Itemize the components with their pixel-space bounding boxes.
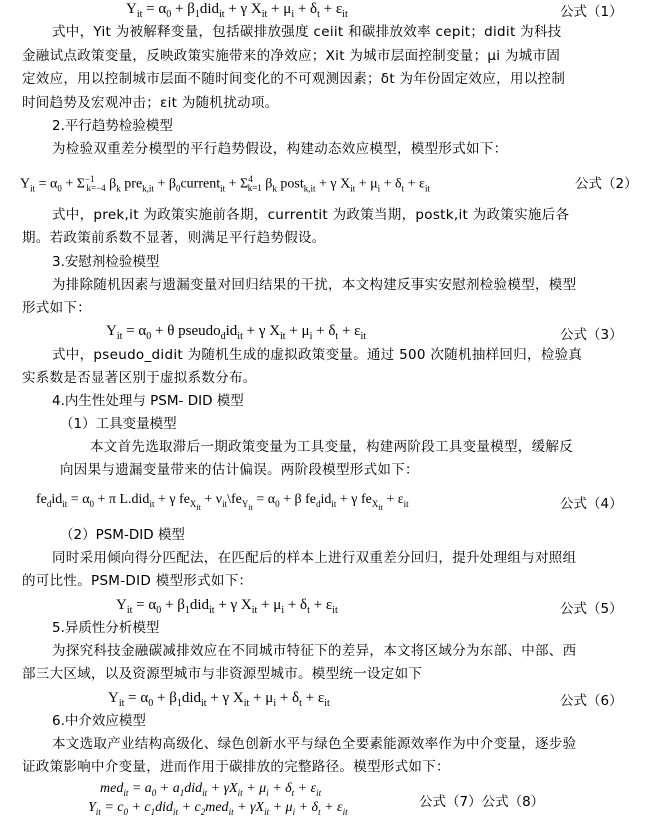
subsection-heading-4a: （1）工具变量模型	[60, 416, 177, 432]
section-heading-6: 6.中介效应模型	[52, 713, 146, 729]
equation-6-label: 公式（6）	[560, 693, 623, 709]
equation-2: $Y_{it} = \alpha_0 + \Sigma^{-1}_{k=-4}$ $\beta_k$ $pre_{k,it} + \beta_0current_{it} + \Sigma^4_{k=1}$ $\beta_k$ post$_{k,it}$ + γ $X_{it} + \mu_i + \delta_t + \varepsilon_{it}$	[20, 174, 430, 194]
paragraph-1-line-2: 金融试点政策变量，反映政策实施带来的净效应；Xit 为城市层面控制变量；μi 为城市固	[22, 48, 561, 64]
paragraph-2: 为检验双重差分模型的平行趋势假设，构建动态效应模型，模型形式如下：	[52, 141, 508, 157]
paragraph-3-line-1: 式中，prek,it 为政策实施前各期，currentit 为政策当期，postk,it 为政策实施后各	[52, 207, 570, 223]
equation-6: $Y_{it} = \alpha_0 + \beta_1did_{it} + \gamma$ $X_{it} + \mu_i + \delta_t + \varepsilon_{it}$	[108, 690, 330, 709]
paragraph-8-line-1: 为探究科技金融碳减排效应在不同城市特征下的差异，本文将区域分为东部、中部、西	[52, 643, 577, 659]
subsection-heading-4b: （2）PSM-DID 模型	[60, 527, 185, 543]
equation-1: $Y_{it} = \alpha_0 + \beta_1did_{it} + \gamma$ $X_{it} + \mu_i + \delta_t + \varepsilon_{it}$	[126, 1, 348, 20]
equation-7-8-label: 公式（7）公式（8）	[419, 794, 545, 810]
paragraph-7-line-1: 同时采用倾向得分匹配法，在匹配后的样本上进行双重差分回归，提升处理组与对照组	[52, 550, 577, 566]
paragraph-4-line-1: 为排除随机因素与遗漏变量对回归结果的干扰，本文构建反事实安慰剂检验模型，模型	[52, 277, 577, 293]
paragraph-1-line-1: 式中，Yit 为被解释变量，包括碳排放强度 ceiit 和碳排放效率 cepit；didit 为科技	[52, 24, 562, 40]
equation-2-label: 公式（2）	[575, 176, 638, 192]
equation-3-label: 公式（3）	[560, 327, 623, 343]
paragraph-6-line-1: 本文首先选取滞后一期政策变量为工具变量，构建两阶段工具变量模型，缓解反	[90, 439, 573, 455]
equation-1-label: 公式（1）	[560, 4, 623, 20]
paragraph-5-line-1: 式中，pseudo_didit 为随机生成的虚拟政策变量。通过 500 次随机抽样回归，检验真	[52, 347, 583, 363]
paragraph-5-line-2: 实系数是否显著区别于虚拟系数分布。	[22, 370, 257, 386]
paragraph-7-line-2: 的可比性。PSM-DID 模型形式如下：	[22, 573, 253, 589]
paragraph-9-line-1: 本文选取产业结构高级化、绿色创新水平与绿色全要素能源效率作为中介变量，逐步验	[52, 736, 577, 752]
equation-5-label: 公式（5）	[560, 601, 623, 617]
equation-5: $Y_{it} = \alpha_0 + \beta_1did_{it} + \gamma$ $X_{it} + \mu_i + \delta_t + \varepsilon_{it}$	[116, 597, 338, 616]
section-heading-5: 5.异质性分析模型	[52, 620, 160, 636]
section-heading-2: 2.平行趋势检验模型	[52, 118, 173, 134]
equation-8: $Y_{it} = c_0 + c_1did_{it} + c_2med_{it} + \gamma X_{it} + \mu_i + \delta_t + \varepsilon_{it}$	[88, 800, 348, 817]
section-heading-3: 3.安慰剂检验模型	[52, 254, 160, 270]
paragraph-4-line-2: 形式如下：	[22, 300, 91, 316]
equation-3: $Y_{it} = \alpha_0 + \theta$ $pseudo_did_{it} + \gamma$ $X_{it} + \mu_i + \delta_t + \varepsilon_{it}$	[106, 323, 367, 342]
equation-7: $med_{it} = a_0 + a_1did_{it} + \gamma X_{it} + \mu_i + \delta_t + \varepsilon_{it}$	[100, 781, 322, 798]
paragraph-1-line-4: 时间趋势及宏观冲击；εit 为随机扰动项。	[22, 95, 279, 111]
equation-4: $fe_did_{it} = \alpha_0 + \pi$ L.did$_{it}$ + γ $fe_{X_{it}}$ + $\nu_{it}\backslash fe_{Y_{it}} = \alpha_0 + \beta$ $fe_did_{it} + \gamma$ $fe_{X_{it}} + \varepsilon_{it}$	[36, 492, 409, 512]
equation-4-label: 公式（4）	[560, 496, 623, 512]
paragraph-8-line-2: 部三大区域，以及资源型城市与非资源型城市。模型统一设定如下	[22, 666, 423, 682]
paragraph-3-line-2: 期。若政策前系数不显著，则满足平行趋势假设。	[22, 230, 326, 246]
paragraph-6-line-2: 向因果与遗漏变量带来的估计偏误。两阶段模型形式如下：	[60, 462, 419, 478]
paragraph-1-line-3: 定效应，用以控制城市层面不随时间变化的不可观测因素；δt 为年份固定效应，用以控制	[22, 71, 566, 87]
paragraph-9-line-2: 证政策影响中介变量，进而作用于碳排放的完整路径。模型形式如下：	[22, 759, 450, 775]
section-heading-4: 4.内生性处理与 PSM- DID 模型	[52, 393, 244, 409]
